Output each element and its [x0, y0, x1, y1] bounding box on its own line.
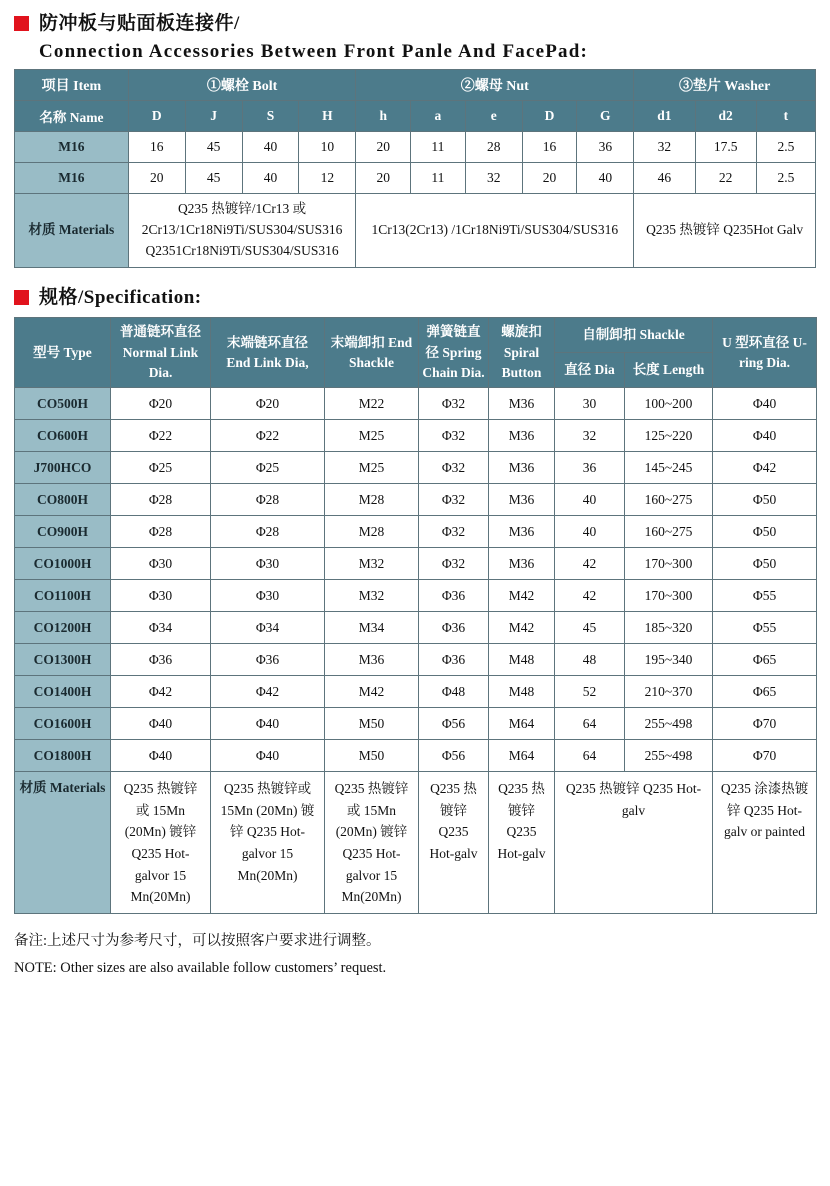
cell: M36: [489, 420, 555, 452]
cell: 195~340: [625, 644, 713, 676]
header-nut-e: e: [465, 101, 522, 132]
cell: Φ40: [211, 740, 325, 772]
cell: Φ70: [713, 708, 817, 740]
materials-label: 材质 Materials: [15, 772, 111, 914]
cell: M42: [489, 612, 555, 644]
header-shackle-length: 长度 Length: [625, 353, 713, 388]
cell: Φ56: [419, 708, 489, 740]
cell: 16: [128, 132, 185, 163]
cell: 64: [555, 740, 625, 772]
cell: 20: [356, 132, 411, 163]
cell: M42: [489, 580, 555, 612]
row-label: CO600H: [15, 420, 111, 452]
cell: M48: [489, 644, 555, 676]
table-row: [15, 484, 817, 516]
cell: 64: [555, 708, 625, 740]
cell: Φ34: [111, 612, 211, 644]
cell: M36: [489, 548, 555, 580]
cell: M32: [325, 548, 419, 580]
header-washer-d1: d1: [634, 101, 695, 132]
cell: 30: [555, 388, 625, 420]
cell: 40: [555, 484, 625, 516]
cell: 42: [555, 548, 625, 580]
cell: Φ36: [419, 612, 489, 644]
cell: 46: [634, 163, 695, 194]
table-header-row: [15, 318, 817, 353]
materials-row: [15, 772, 817, 914]
header-bolt-s: S: [242, 101, 299, 132]
header-bolt-d: D: [128, 101, 185, 132]
cell: Φ65: [713, 676, 817, 708]
cell: M64: [489, 708, 555, 740]
note-line-en: NOTE: Other sizes are also available follow customers’ request.: [14, 960, 387, 977]
red-square-bullet-icon: [14, 16, 29, 31]
header-spring-chain: 弹簧链直径 Spring Chain Dia.: [419, 318, 489, 388]
table-row: [15, 420, 817, 452]
row-label: CO1400H: [15, 676, 111, 708]
cell: Φ55: [713, 580, 817, 612]
materials-spiral-button: Q235 热镀锌 Q235 Hot-galv: [489, 772, 555, 914]
section-2-heading: [0, 268, 830, 316]
cell: Φ32: [419, 484, 489, 516]
cell: 20: [128, 163, 185, 194]
cell: 40: [242, 132, 299, 163]
cell: 42: [555, 580, 625, 612]
cell: Φ42: [111, 676, 211, 708]
cell: Φ40: [713, 420, 817, 452]
section-1-heading: [0, 0, 830, 69]
table-row: [15, 516, 817, 548]
header-type: 型号 Type: [15, 318, 111, 388]
table-header-row: [15, 70, 816, 101]
cell: Φ25: [211, 452, 325, 484]
cell: 32: [634, 132, 695, 163]
cell: M36: [489, 484, 555, 516]
header-nut-g: G: [577, 101, 634, 132]
header-item: 项目 Item: [15, 70, 129, 101]
materials-end-link: Q235 热镀锌或 15Mn (20Mn) 镀锌 Q235 Hot-galvor 15 Mn(20Mn): [211, 772, 325, 914]
red-square-bullet-icon: [14, 290, 29, 305]
cell: M28: [325, 484, 419, 516]
cell: M36: [489, 388, 555, 420]
cell: 255~498: [625, 740, 713, 772]
cell: Φ48: [419, 676, 489, 708]
cell: Φ22: [111, 420, 211, 452]
cell: Φ30: [211, 548, 325, 580]
cell: M22: [325, 388, 419, 420]
cell: 45: [185, 163, 242, 194]
header-nut-d: D: [522, 101, 577, 132]
section-1-title-en: Connection Accessories Between Front Panle And FacePad:: [39, 40, 589, 62]
cell: Φ40: [111, 708, 211, 740]
table-row: [15, 388, 817, 420]
connection-accessories-table: [14, 69, 816, 268]
cell: M36: [489, 452, 555, 484]
row-label: J700HCO: [15, 452, 111, 484]
cell: Φ32: [419, 388, 489, 420]
cell: Φ32: [419, 452, 489, 484]
row-label: CO800H: [15, 484, 111, 516]
cell: 16: [522, 132, 577, 163]
cell: 125~220: [625, 420, 713, 452]
cell: M32: [325, 580, 419, 612]
table-row: [15, 676, 817, 708]
row-label: CO900H: [15, 516, 111, 548]
header-normal-link: 普通链环直径 Normal Link Dia.: [111, 318, 211, 388]
cell: Φ32: [419, 516, 489, 548]
cell: Φ55: [713, 612, 817, 644]
cell: Φ50: [713, 484, 817, 516]
row-label: CO1200H: [15, 612, 111, 644]
header-bolt-h: H: [299, 101, 356, 132]
section-1-title: [39, 10, 588, 65]
cell: 45: [185, 132, 242, 163]
cell: Φ28: [111, 484, 211, 516]
section-2-title: 规格/Specification:: [39, 286, 202, 308]
table-row: [15, 132, 816, 163]
note-line-cn: 备注:上述尺寸为参考尺寸，可以按照客户要求进行调整。: [14, 932, 381, 949]
cell: 11: [411, 132, 466, 163]
cell: 2.5: [756, 132, 815, 163]
cell: M50: [325, 708, 419, 740]
cell: M50: [325, 740, 419, 772]
cell: 20: [356, 163, 411, 194]
table-subheader-row: [15, 101, 816, 132]
header-washer: ③垫片 Washer: [634, 70, 816, 101]
cell: 32: [465, 163, 522, 194]
materials-end-shackle: Q235 热镀锌或 15Mn (20Mn) 镀锌 Q235 Hot-galvor 15 Mn(20Mn): [325, 772, 419, 914]
header-bolt-j: J: [185, 101, 242, 132]
cell: M36: [489, 516, 555, 548]
cell: Φ36: [111, 644, 211, 676]
cell: M25: [325, 452, 419, 484]
cell: Φ36: [419, 644, 489, 676]
cell: 185~320: [625, 612, 713, 644]
header-bolt: ①螺栓 Bolt: [128, 70, 356, 101]
materials-u-ring: Q235 涂漆热镀锌 Q235 Hot-galv or painted: [713, 772, 817, 914]
section-1-title-cn: 防冲板与贴面板连接件/: [39, 13, 240, 34]
cell: 32: [555, 420, 625, 452]
row-label: CO1600H: [15, 708, 111, 740]
cell: 36: [577, 132, 634, 163]
cell: Φ30: [211, 580, 325, 612]
cell: 160~275: [625, 484, 713, 516]
cell: Φ70: [713, 740, 817, 772]
cell: 160~275: [625, 516, 713, 548]
materials-label: 材质 Materials: [15, 194, 129, 268]
table-row: [15, 452, 817, 484]
cell: Φ22: [211, 420, 325, 452]
table-row: [15, 612, 817, 644]
header-u-ring: U 型环直径 U-ring Dia.: [713, 318, 817, 388]
cell: Φ28: [211, 484, 325, 516]
header-shackle: 自制卸扣 Shackle: [555, 318, 713, 353]
cell: Φ42: [211, 676, 325, 708]
cell: M64: [489, 740, 555, 772]
cell: 11: [411, 163, 466, 194]
cell: 40: [577, 163, 634, 194]
row-label: CO1300H: [15, 644, 111, 676]
row-label: CO1100H: [15, 580, 111, 612]
cell: Φ30: [111, 548, 211, 580]
materials-washer: Q235 热镀锌 Q235Hot Galv: [634, 194, 816, 268]
notes-block: [14, 928, 816, 983]
cell: Φ30: [111, 580, 211, 612]
specification-table: [14, 317, 817, 913]
row-label: CO1800H: [15, 740, 111, 772]
row-label: M16: [15, 132, 129, 163]
cell: Φ40: [211, 708, 325, 740]
table-row: [15, 644, 817, 676]
header-washer-d2: d2: [695, 101, 756, 132]
cell: 145~245: [625, 452, 713, 484]
materials-nut: 1Cr13(2Cr13) /1Cr18Ni9Ti/SUS304/SUS316: [356, 194, 634, 268]
header-washer-t: t: [756, 101, 815, 132]
cell: 48: [555, 644, 625, 676]
cell: 100~200: [625, 388, 713, 420]
cell: Φ20: [211, 388, 325, 420]
cell: 10: [299, 132, 356, 163]
cell: 40: [555, 516, 625, 548]
cell: 255~498: [625, 708, 713, 740]
cell: Φ28: [211, 516, 325, 548]
cell: Φ25: [111, 452, 211, 484]
cell: Φ65: [713, 644, 817, 676]
header-spiral-button: 螺旋扣 Spiral Button: [489, 318, 555, 388]
cell: 210~370: [625, 676, 713, 708]
materials-spring-chain: Q235 热镀锌 Q235 Hot-galv: [419, 772, 489, 914]
header-end-shackle: 末端卸扣 End Shackle: [325, 318, 419, 388]
header-shackle-dia: 直径 Dia: [555, 353, 625, 388]
cell: M28: [325, 516, 419, 548]
cell: 170~300: [625, 580, 713, 612]
cell: 40: [242, 163, 299, 194]
cell: Φ36: [419, 580, 489, 612]
row-label: CO1000H: [15, 548, 111, 580]
cell: Φ32: [419, 420, 489, 452]
cell: M48: [489, 676, 555, 708]
cell: Φ28: [111, 516, 211, 548]
cell: M34: [325, 612, 419, 644]
cell: Φ50: [713, 516, 817, 548]
cell: 20: [522, 163, 577, 194]
header-nut-a: a: [411, 101, 466, 132]
table-row: [15, 708, 817, 740]
cell: M42: [325, 676, 419, 708]
materials-row: [15, 194, 816, 268]
cell: M36: [325, 644, 419, 676]
table-row: [15, 163, 816, 194]
row-label: M16: [15, 163, 129, 194]
cell: Φ40: [111, 740, 211, 772]
cell: 17.5: [695, 132, 756, 163]
cell: Φ36: [211, 644, 325, 676]
materials-normal-link: Q235 热镀锌或 15Mn (20Mn) 镀锌 Q235 Hot-galvor 15 Mn(20Mn): [111, 772, 211, 914]
cell: Φ56: [419, 740, 489, 772]
cell: Φ42: [713, 452, 817, 484]
cell: 45: [555, 612, 625, 644]
cell: Φ32: [419, 548, 489, 580]
cell: Φ50: [713, 548, 817, 580]
cell: 28: [465, 132, 522, 163]
table-row: [15, 740, 817, 772]
materials-shackle: Q235 热镀锌 Q235 Hot-galv: [555, 772, 713, 914]
header-name: 名称 Name: [15, 101, 129, 132]
cell: Φ40: [713, 388, 817, 420]
header-end-link: 末端链环直径 End Link Dia,: [211, 318, 325, 388]
cell: 52: [555, 676, 625, 708]
cell: M25: [325, 420, 419, 452]
cell: Φ20: [111, 388, 211, 420]
materials-bolt: Q235 热镀锌/1Cr13 或 2Cr13/1Cr18Ni9Ti/SUS304/SUS316 Q2351Cr18Ni9Ti/SUS304/SUS316: [128, 194, 356, 268]
table-row: [15, 548, 817, 580]
cell: 170~300: [625, 548, 713, 580]
row-label: CO500H: [15, 388, 111, 420]
cell: 12: [299, 163, 356, 194]
cell: Φ34: [211, 612, 325, 644]
cell: 36: [555, 452, 625, 484]
cell: 2.5: [756, 163, 815, 194]
cell: 22: [695, 163, 756, 194]
header-nut-h: h: [356, 101, 411, 132]
header-nut: ②螺母 Nut: [356, 70, 634, 101]
table-row: [15, 580, 817, 612]
